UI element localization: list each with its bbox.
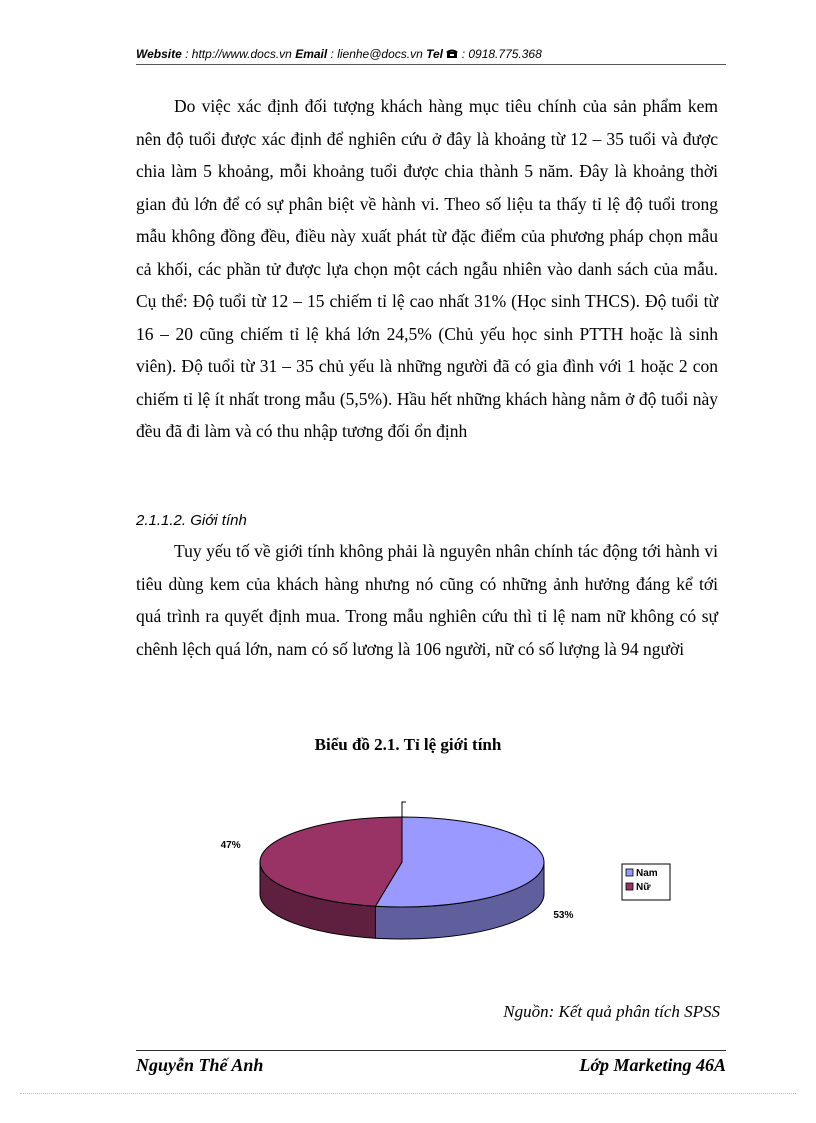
- legend-label-nam: Nam: [636, 868, 658, 879]
- email-label: Email: [295, 47, 328, 61]
- website-label: Website: [136, 47, 182, 61]
- legend-swatch-nữ: [626, 883, 633, 890]
- footer-divider: [136, 1050, 726, 1051]
- footer-author: Nguyễn Thế Anh: [136, 1055, 264, 1075]
- gender-pie-chart: [210, 790, 690, 960]
- email-value: : lienhe@docs.vn: [327, 47, 427, 61]
- section-title: 2.1.1.2. Giới tính: [136, 512, 247, 529]
- source-note: Nguồn: Kết quả phân tích SPSS: [503, 1002, 720, 1021]
- tel-value: : 0918.775.368: [458, 47, 542, 61]
- page-header: [136, 47, 726, 61]
- website-value: : http://www.docs.vn: [181, 47, 296, 61]
- pie-label-nữ: 47%: [220, 839, 241, 851]
- footer-class: Lớp Marketing 46A: [579, 1055, 726, 1075]
- legend-swatch-nam: [626, 869, 633, 876]
- header-divider: [136, 64, 726, 65]
- paragraph-age-groups: Do việc xác định đối tượng khách hàng mục tiêu chính của sản phẩm kem nên độ tuổi được xác định để nghiên cứu ở đây là khoảng từ 12 – 35 tuổi và được chia làm 5 khoảng, mỗi khoảng tuổi được chia thành 5 năm. Đây là khoảng thời gian đủ lớn để có sự phân biệt về hành vi. Theo số liệu ta thấy tỉ lệ độ tuổi trong mẫu không đồng đều, điều này xuất phát từ đặc điểm của phương pháp chọn mẫu cả khối, các phần tử được lựa chọn một cách ngẫu nhiên vào danh sách của mẫu. Cụ thể: Độ tuổi từ 12 – 15 chiếm tỉ lệ cao nhất 31% (Học sinh THCS). Độ tuổi từ 16 – 20 cũng chiếm tỉ lệ khá lớn 24,5% (Chủ yếu học sinh PTTH hoặc là sinh viên). Độ tuổi từ 31 – 35 chủ yếu là những người đã có gia đình với 1 hoặc 2 con chiếm tỉ lệ ít nhất trong mẫu (5,5%). Hầu hết những khách hàng nằm ở độ tuổi này đều đã đi làm và có thu nhập tương đối ổn định: [136, 96, 718, 441]
- legend-label-nữ: Nữ: [636, 882, 651, 893]
- page-bottom-dotted-line: [20, 1093, 796, 1094]
- pie-top-slices: [260, 817, 544, 907]
- phone-icon: [446, 48, 458, 59]
- chart-title: Biểu đồ 2.1. Tỉ lệ giới tính: [314, 735, 502, 754]
- pie-label-nam: 53%: [553, 910, 574, 922]
- tel-label: Tel: [426, 47, 444, 61]
- chart-legend: [622, 864, 670, 900]
- paragraph-gender: Tuy yếu tố về giới tính không phải là nguyên nhân chính tác động tới hành vi tiêu dùng kem của khách hàng nhưng nó cũng có những ảnh hưởng đáng kể tới quá trình ra quyết định mua. Trong mẫu nghiên cứu thì tỉ lệ nam nữ không có sự chênh lệch quá lớn, nam có số lương là 106 người, nữ có số lượng là 94 người: [136, 541, 718, 659]
